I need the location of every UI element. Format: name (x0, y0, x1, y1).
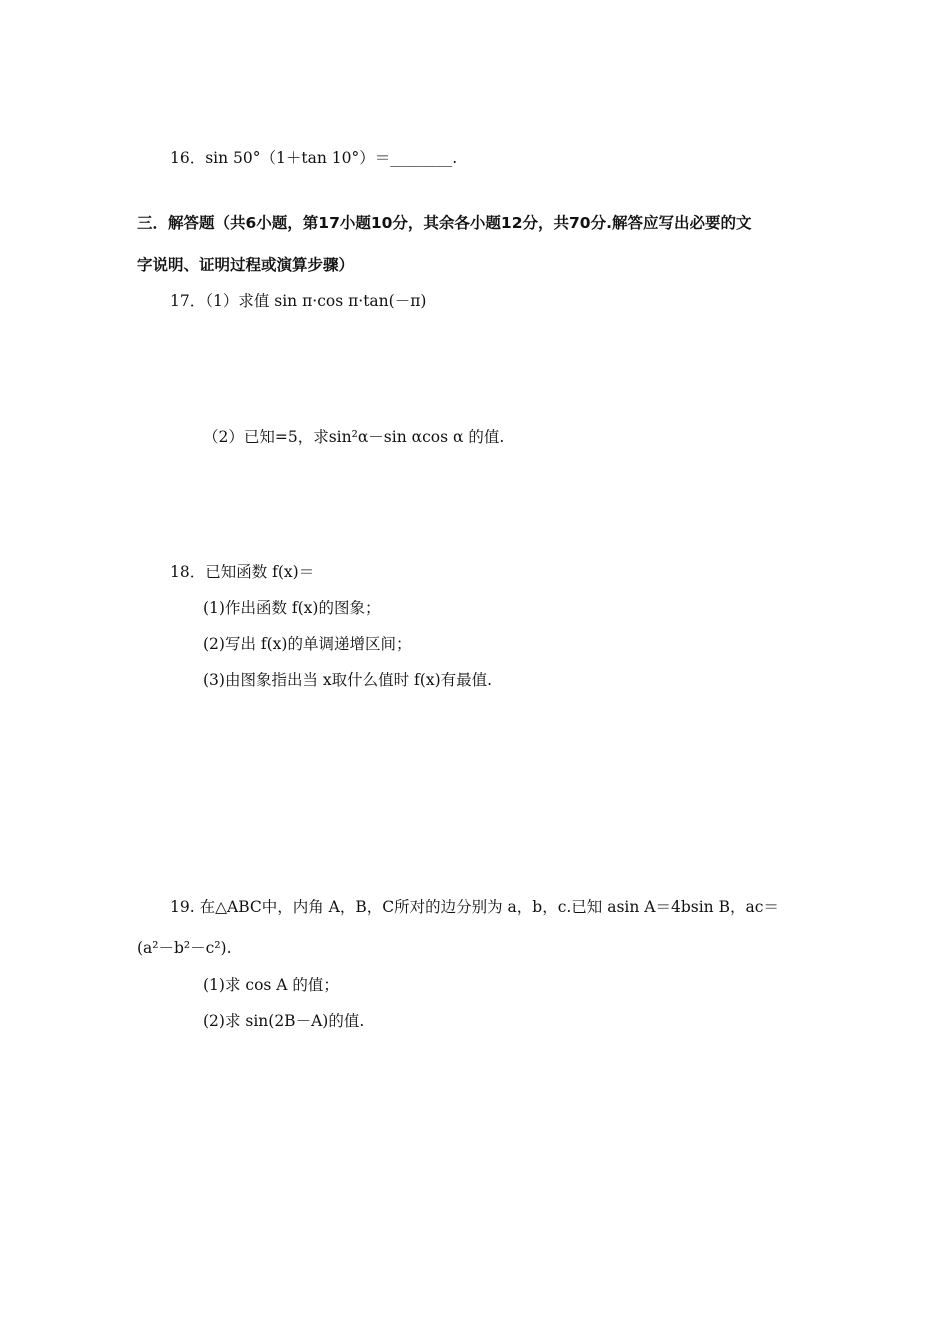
section-3-heading-line1: 三．解答题（共6小题，第17小题10分，其余各小题12分，共70分.解答应写出必要的文 (137, 214, 752, 232)
question-19-stem-line2: (a²－b²－c²). (137, 939, 232, 957)
section-3-heading-line2: 字说明、证明过程或演算步骤） (137, 256, 355, 274)
question-18-sub3: (3)由图象指出当 x取什么值时 f(x)有最值. (203, 671, 493, 689)
question-18-sub2: (2)写出 f(x)的单调递增区间； (203, 635, 412, 653)
question-16: 16．sin 50°（1＋tan 10°）＝________. (170, 149, 458, 167)
question-19-stem-line1: 19. 在△ABC中，内角 A，B，C所对的边分别为 a，b，c.已知 asin A＝4bsin B，ac＝ (170, 898, 779, 916)
question-17-part1: 17．（1）求值 sin π·cos π·tan(－π) (170, 292, 427, 310)
question-18-sub1: (1)作出函数 f(x)的图象； (203, 599, 381, 617)
question-19-sub1: (1)求 cos A 的值； (203, 976, 339, 994)
question-18-stem: 18．已知函数 f(x)＝ (170, 563, 315, 581)
question-19-sub2: (2)求 sin(2B－A)的值. (203, 1012, 365, 1030)
question-17-part2: （2）已知=5，求sin²α－sin αcos α 的值. (203, 428, 505, 446)
